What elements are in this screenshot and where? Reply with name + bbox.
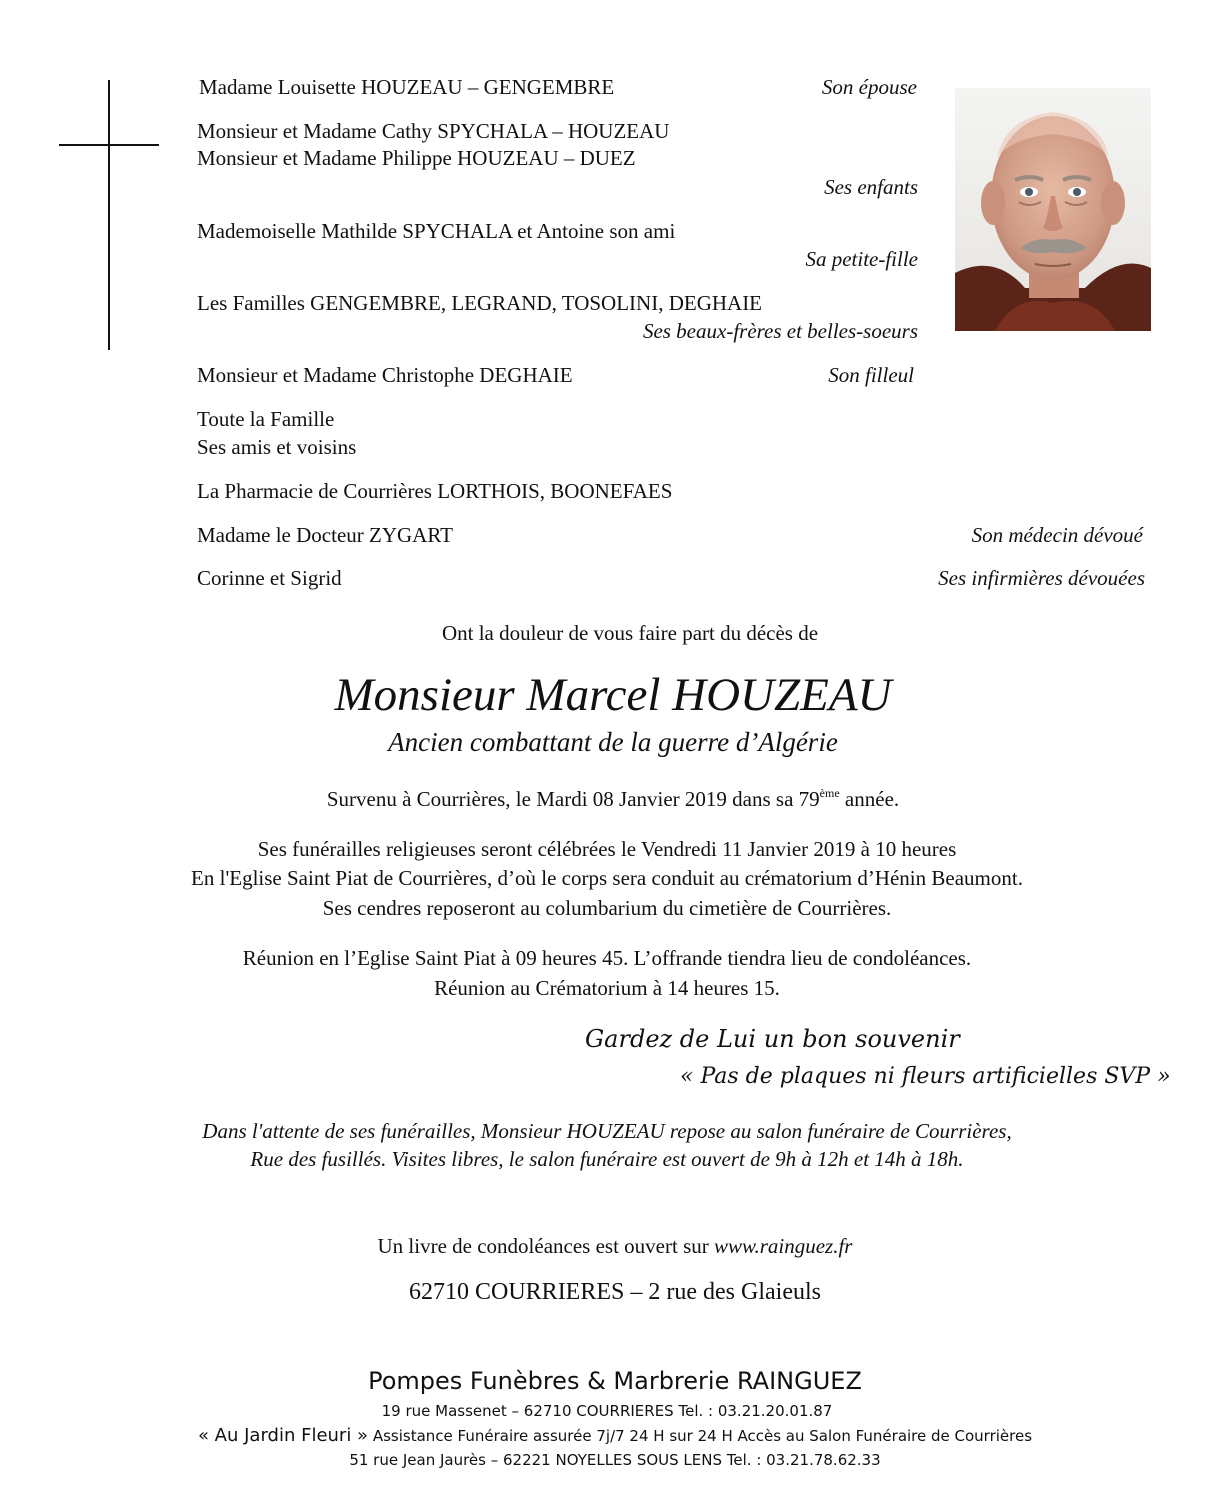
relation-medecin: Son médecin dévoué bbox=[971, 523, 1143, 547]
relation-epouse: Son épouse bbox=[821, 75, 917, 99]
footer-line-3: 51 rue Jean Jaurès – 62221 NOYELLES SOUS LENS Tel. : 03.21.78.62.33 bbox=[349, 1451, 881, 1469]
family-line-9: La Pharmacie de Courrières LORTHOIS, BOONEFAES bbox=[197, 479, 673, 503]
reunion-line-2: Réunion au Crématorium à 14 heures 15. bbox=[434, 976, 780, 1000]
death-notice-sup: ème bbox=[819, 786, 840, 800]
reunion-line-1: Réunion en l’Eglise Saint Piat à 09 heures 45. L’offrande tiendra lieu de condoléances. bbox=[242, 946, 972, 970]
family-line-8: Ses amis et voisins bbox=[197, 435, 357, 459]
footer-line-2 bbox=[0, 1425, 1214, 1446]
relation-enfants: Ses enfants bbox=[824, 175, 918, 199]
relation-beaux-freres: Ses beaux-frères et belles-soeurs bbox=[642, 319, 918, 343]
relation-filleul: Son filleul bbox=[828, 363, 914, 387]
cross-horizontal bbox=[59, 144, 159, 146]
cross-vertical bbox=[108, 80, 110, 350]
family-line-1: Madame Louisette HOUZEAU – GENGEMBRE bbox=[199, 75, 615, 99]
plaques-text: « Pas de plaques ni fleurs artificielles SVP » bbox=[680, 1064, 1171, 1089]
footer-line-2-text: Assistance Funéraire assurée 7j/7 24 H sur 24 H Accès au Salon Funéraire de Courrières bbox=[372, 1427, 1033, 1445]
family-line-7: Toute la Famille bbox=[197, 407, 335, 431]
relation-petite-fille: Sa petite-fille bbox=[805, 247, 918, 271]
attente-line-2: Rue des fusillés. Visites libres, le salon funéraire est ouvert de 9h à 12h et 14h à 18h. bbox=[250, 1147, 964, 1171]
company-name: Pompes Funèbres & Marbrerie RAINGUEZ bbox=[368, 1367, 862, 1395]
deceased-subtitle: Ancien combattant de la guerre d’Algérie bbox=[388, 727, 838, 757]
condolences-book bbox=[0, 1234, 1214, 1259]
portrait-photo bbox=[955, 88, 1151, 331]
death-notice-suffix: année. bbox=[839, 787, 900, 811]
family-line-4: Mademoiselle Mathilde SPYCHALA et Antoine son ami bbox=[197, 219, 676, 243]
portrait-illustration bbox=[955, 88, 1151, 331]
death-notice-prefix: Survenu à Courrières, le Mardi 08 Janvier 2019 dans sa 79 bbox=[326, 787, 820, 811]
address-line: 62710 COURRIERES – 2 rue des Glaieuls bbox=[409, 1279, 821, 1305]
funeral-line-1: Ses funérailles religieuses seront célébrées le Vendredi 11 Janvier 2019 à 10 heures bbox=[257, 837, 957, 861]
condolences-book-text: Un livre de condoléances est ouvert sur bbox=[377, 1234, 714, 1258]
deceased-name: Monsieur Marcel HOUZEAU bbox=[334, 669, 892, 721]
family-line-2: Monsieur et Madame Cathy SPYCHALA – HOUZEAU bbox=[197, 119, 670, 143]
attente-line-1: Dans l'attente de ses funérailles, Monsieur HOUZEAU repose au salon funéraire de Courrières, bbox=[202, 1119, 1012, 1143]
souvenir-text: Gardez de Lui un bon souvenir bbox=[585, 1025, 960, 1053]
family-line-10: Madame le Docteur ZYGART bbox=[197, 523, 453, 547]
death-notice bbox=[0, 787, 1214, 812]
relation-infirmieres: Ses infirmières dévouées bbox=[938, 566, 1145, 590]
intro-text: Ont la douleur de vous faire part du décès de bbox=[441, 621, 819, 645]
jardin-fleuri: « Au Jardin Fleuri » bbox=[197, 1425, 369, 1446]
family-line-3: Monsieur et Madame Philippe HOUZEAU – DUEZ bbox=[197, 146, 636, 170]
family-line-6: Monsieur et Madame Christophe DEGHAIE bbox=[197, 363, 573, 387]
condolences-url-link[interactable]: www.rainguez.fr bbox=[714, 1234, 853, 1258]
funeral-line-2: En l'Eglise Saint Piat de Courrières, d’où le corps sera conduit au crématorium d’Hénin Beaumont. bbox=[191, 866, 1023, 890]
family-line-11: Corinne et Sigrid bbox=[197, 566, 342, 590]
footer-line-1: 19 rue Massenet – 62710 COURRIERES Tel. : 03.21.20.01.87 bbox=[381, 1402, 833, 1420]
funeral-line-3: Ses cendres reposeront au columbarium du cimetière de Courrières. bbox=[322, 896, 892, 920]
family-line-5: Les Familles GENGEMBRE, LEGRAND, TOSOLINI, DEGHAIE bbox=[197, 291, 763, 315]
